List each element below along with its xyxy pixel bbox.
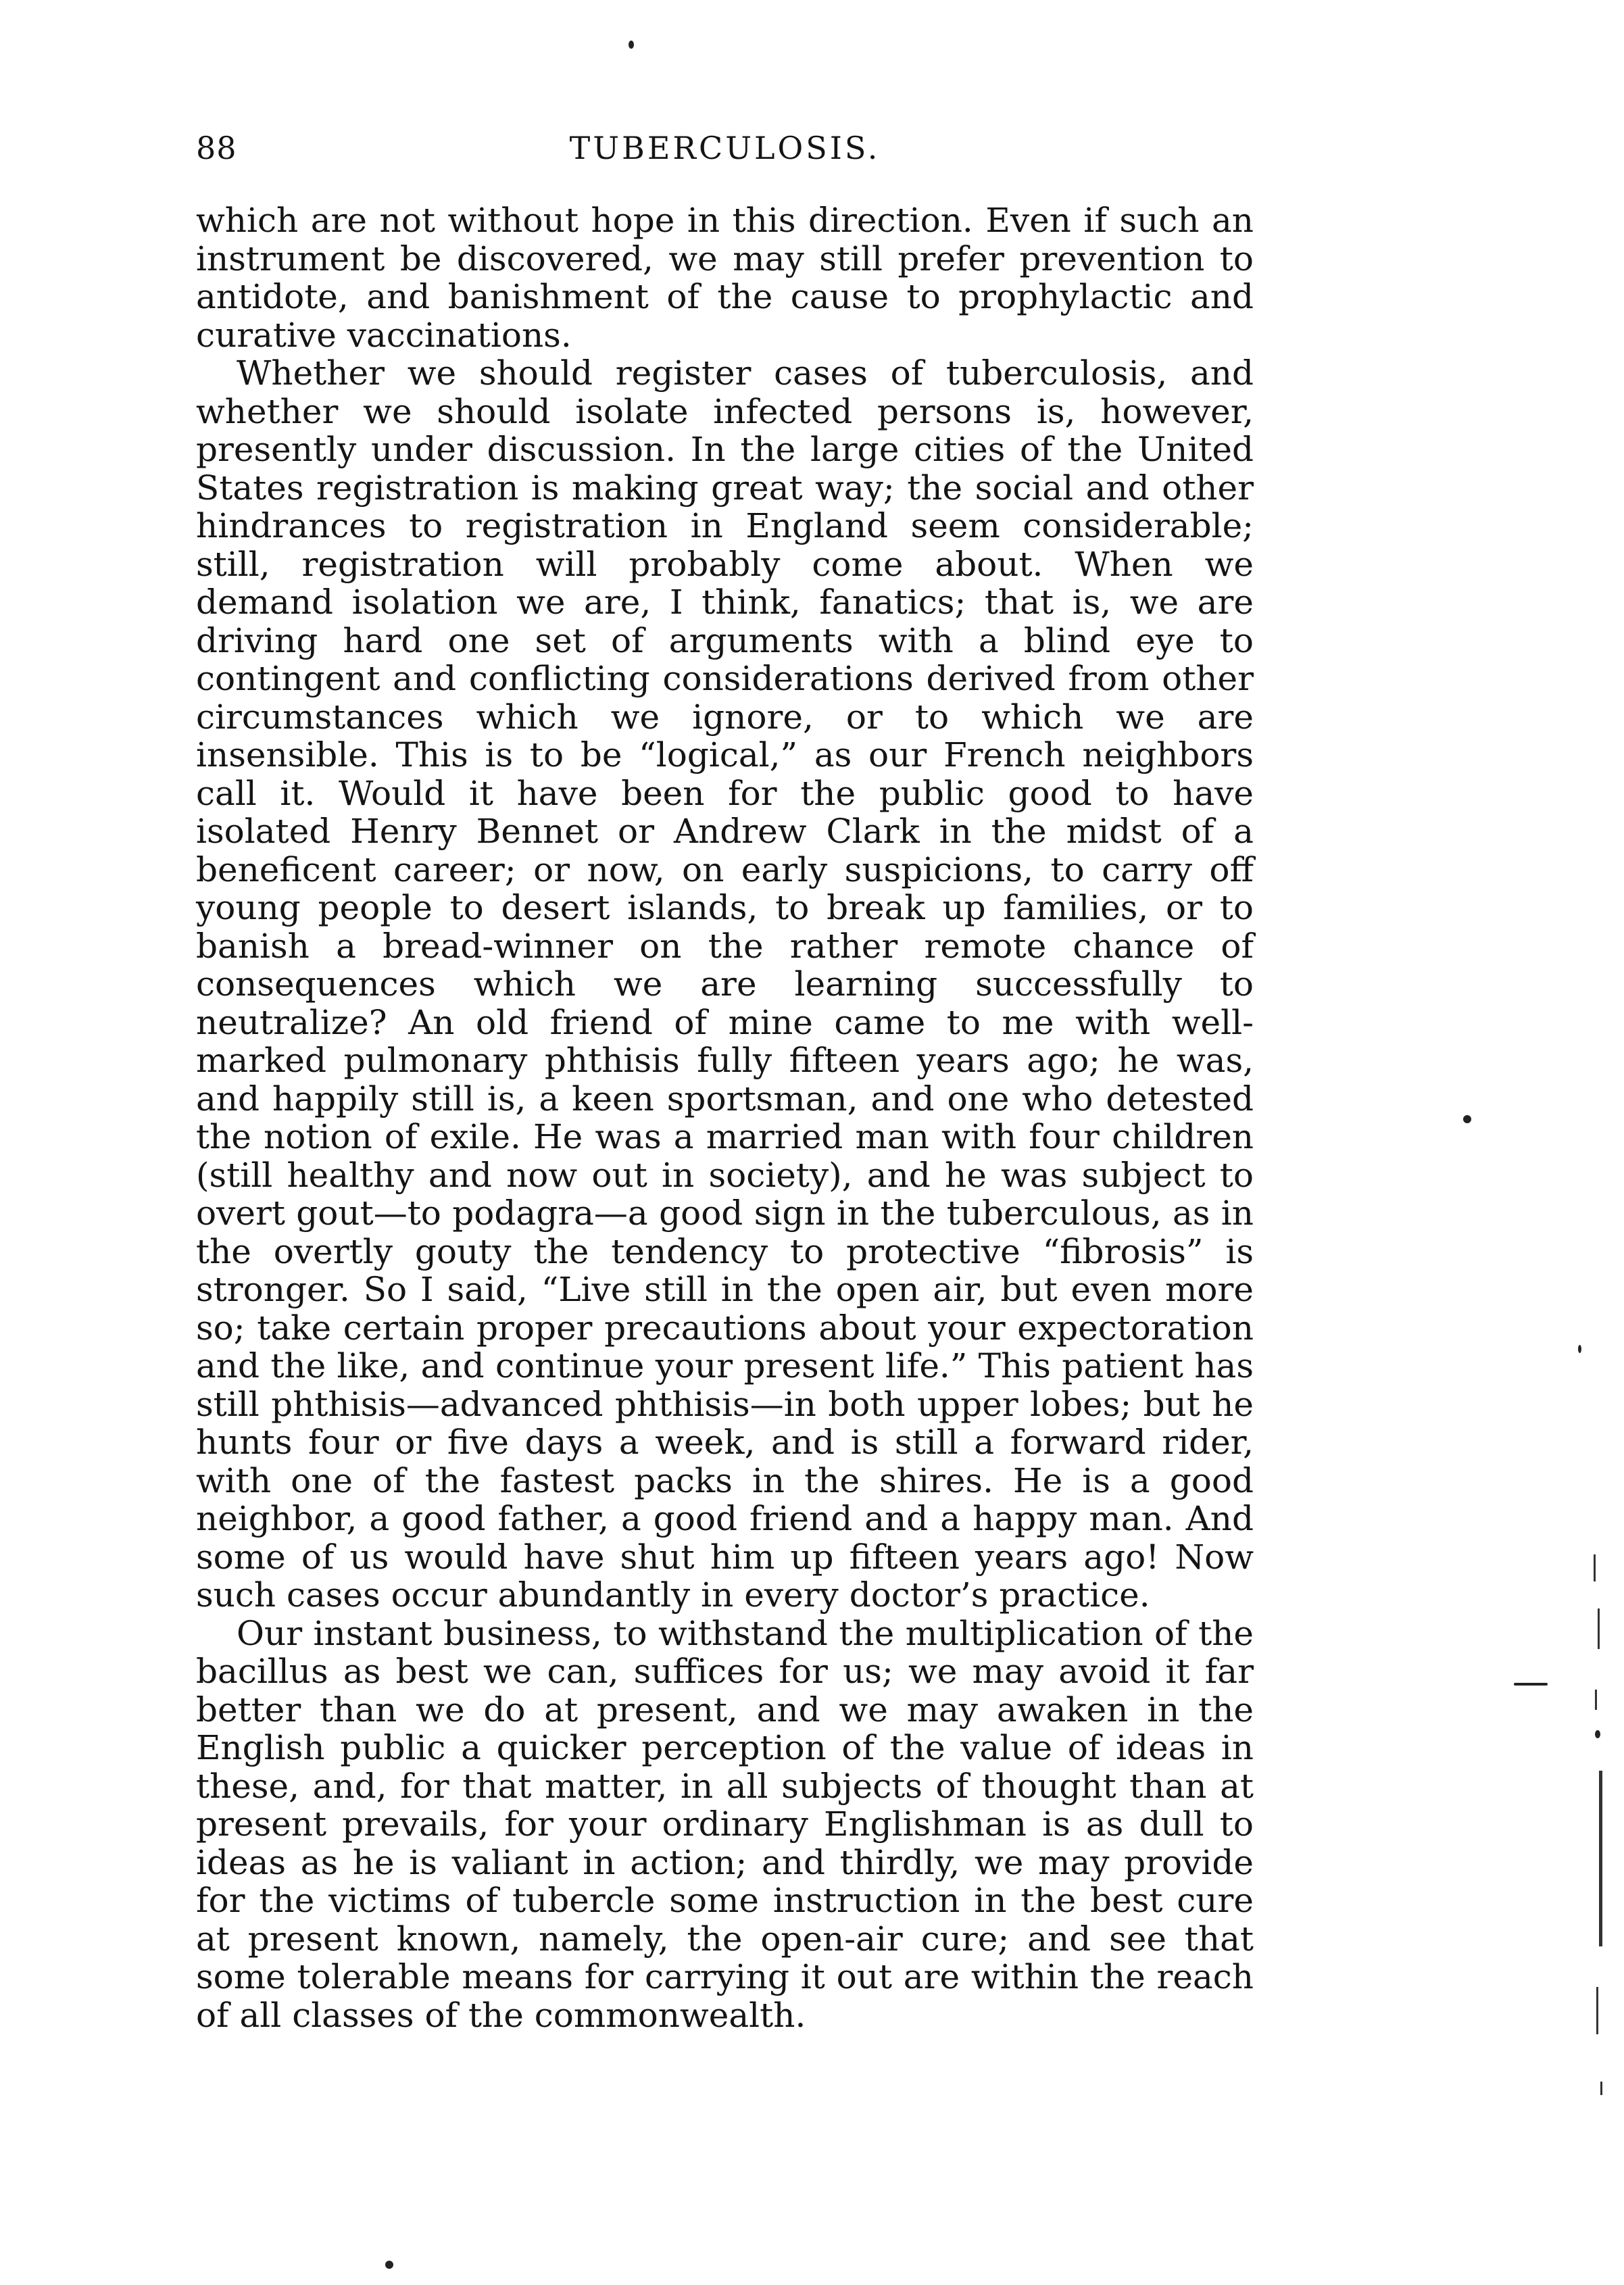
scan-speck	[1514, 1683, 1548, 1686]
paragraph-1: which are not without hope in this direction. Even if such an instrument be discovered, we may still prefer prevention to antidote, and banishment of the cause to prophylactic and curative vaccinations.	[196, 201, 1254, 355]
scan-speck	[1463, 1115, 1471, 1123]
paragraph-2: Whether we should register cases of tuberculosis, and whether we should isolate infected persons is, however, presently under discussion. In the large cities of the United States registration is making great way; the social and other hindrances to registration in England seem considerable; still, registration will probably come about. When we demand isolation we are, I think, fanatics; that is, we are driving hard one set of arguments with a blind eye to contingent and conflicting considerations derived from other circumstances which we ignore, or to which we are insensible. This is to be “logical,” as our French neighbors call it. Would it have been for the public good to have isolated Henry Bennet or Andrew Clark in the midst of a beneficent career; or now, on early suspicions, to carry off young people to desert islands, to break up families, or to banish a bread-winner on the rather remote chance of consequences which we are learning successfully to neutralize? An old friend of mine came to me with well-marked pulmonary phthisis fully fifteen years ago; he was, and happily still is, a keen sportsman, and one who detested the notion of exile. He was a married man with four children (still healthy and now out in society), and he was subject to overt gout—to podagra—a good sign in the tuberculous, as in the overtly gouty the tendency to protective “fibrosis” is stronger. So I said, “Live still in the open air, but even more so; take certain proper precautions about your expectoration and the like, and continue your present life.” This patient has still phthisis—advanced phthisis—in both upper lobes; but he hunts four or five days a week, and is still a forward rider, with one of the fastest packs in the shires. He is a good neighbor, a good father, a good friend and a happy man. And some of us would have shut him up fifteen years ago! Now such cases occur abundantly in every doctor’s practice.	[196, 353, 1254, 1615]
page-header	[196, 130, 1254, 177]
scan-speck	[385, 2261, 393, 2269]
body-text	[196, 201, 1254, 2034]
paragraph-3: Our instant business, to withstand the multiplication of the bacillus as best we can, suffices for us; we may avoid it far better than we do at present, and we may awaken in the English public a quicker perception of the value of ideas in these, and, for that matter, in all subjects of thought than at present prevails, for your ordinary Englishman is as dull to ideas as he is valiant in action; and thirdly, we may provide for the victims of tubercle some instruction in the best cure at present known, namely, the open-air cure; and see that some tolerable means for carrying it out are within the reach of all classes of the commonwealth.	[196, 1613, 1254, 2035]
running-head: TUBERCULOSIS.	[569, 130, 881, 166]
page-number: 88	[196, 130, 237, 166]
scan-speck	[629, 41, 634, 49]
scan-edge-noise	[1588, 1554, 1615, 2196]
scan-speck	[1578, 1345, 1581, 1353]
